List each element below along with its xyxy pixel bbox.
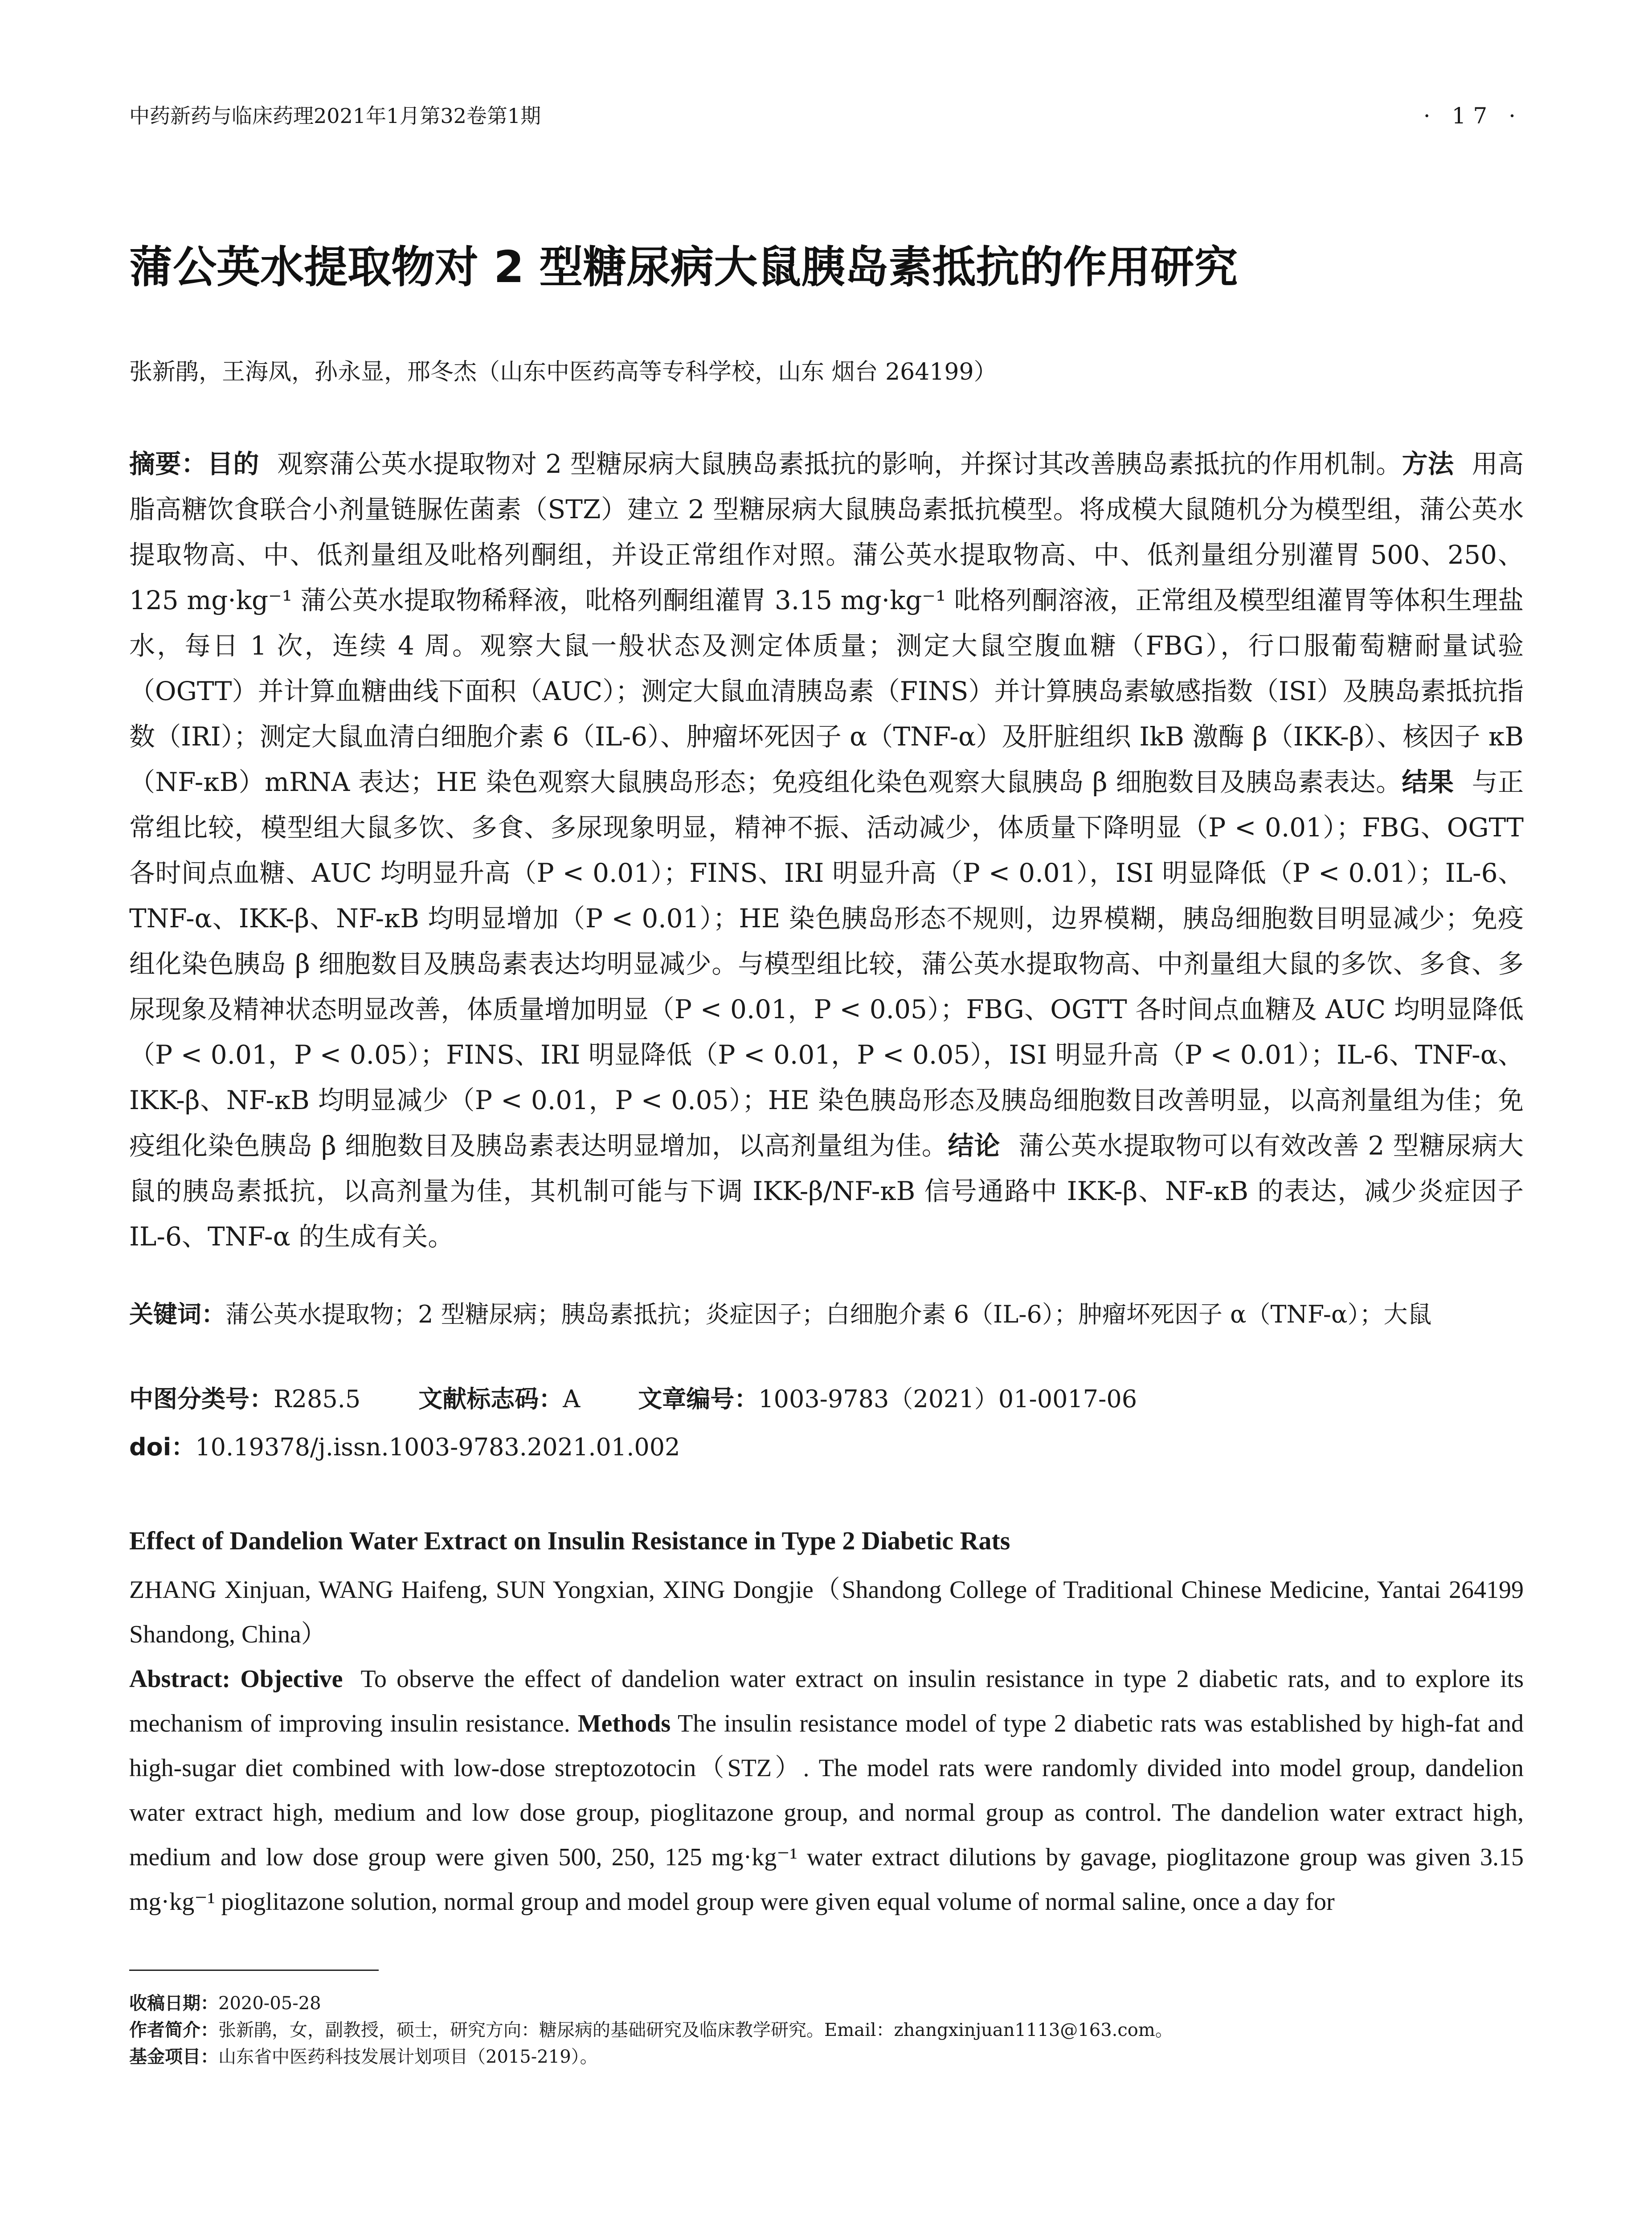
document-code: 文献标志码：A: [418, 1385, 581, 1413]
objective-text: 观察蒲公英水提取物对 2 型糖尿病大鼠胰岛素抵抗的影响，并探讨其改善胰岛素抵抗的作用机制。: [277, 449, 1402, 479]
en-objective-text: To observe the effect of dandelion water extract on insulin resistance in type 2 diabetic rats, and to explore its mechanism of improving insulin resistance.: [129, 1665, 1524, 1737]
footnote-rule: [129, 1970, 379, 1971]
en-abstract-label: Abstract:: [129, 1665, 241, 1693]
keywords-text: 蒲公英水提取物；2 型糖尿病；胰岛素抵抗；炎症因子；白细胞介素 6（IL-6）；肿瘤坏死因子 α（TNF-α）；大鼠: [225, 1300, 1432, 1328]
results-label: 结果: [1402, 767, 1454, 797]
article-number: 文章编号：1003-9783（2021）01-0017-06: [638, 1385, 1137, 1413]
en-methods-label: Methods: [577, 1710, 671, 1737]
methods-label: 方法: [1402, 449, 1454, 479]
methods-text: 用高脂高糖饮食联合小剂量链脲佐菌素（STZ）建立 2 型糖尿病大鼠胰岛素抵抗模型。将成模大鼠随机分为模型组，蒲公英水提取物高、中、低剂量组及吡格列酮组，并设正常组作对照。蒲公英水提取物高、中、低剂量组分别灌胃 500、250、125 mg·kg⁻¹ 蒲公英水提取物稀释液，吡格列酮组灌胃 3.15 mg·kg⁻¹ 吡格列酮溶液，正常组及模型组灌胃等体积生理盐水，每日 1 次，连续 4 周。观察大鼠一般状态及测定体质量；测定大鼠空腹血糖（FBG），行口服葡萄糖耐量试验（OGTT）并计算血糖曲线下面积（AUC）；测定大鼠血清胰岛素（FINS）并计算胰岛素敏感指数（ISI）及胰岛素抵抗指数（IRI）；测定大鼠血清白细胞介素 6（IL-6）、肿瘤坏死因子 α（TNF-α）及肝脏组织 IkB 激酶 β（IKK-β）、核因子 κB（NF-κB）mRNA 表达；HE 染色观察大鼠胰岛形态；免疫组化染色观察大鼠胰岛 β 细胞数目及胰岛素表达。: [129, 449, 1524, 797]
author-bio: 作者简介：张新鹃，女，副教授，硕士，研究方向：糖尿病的基础研究及临床教学研究。Email：zhangxinjuan1113@163.com。: [129, 2020, 1173, 2040]
funding: 基金项目：山东省中医药科技发展计划项目（2015-219）。: [129, 2047, 598, 2067]
article-title: 蒲公英水提取物对 2 型糖尿病大鼠胰岛素抵抗的作用研究: [129, 242, 1238, 293]
page-number: · 17 ·: [1423, 103, 1523, 129]
doi-label: doi：: [129, 1433, 196, 1461]
received-date: 收稿日期：2020-05-28: [129, 1993, 321, 2014]
running-header: [129, 102, 1523, 129]
english-authors: ZHANG Xinjuan, WANG Haifeng, SUN Yongxian, XING Dongjie（Shandong College of Traditional Chinese Medicine, Yantai 264199 Shandong, China）: [129, 1576, 1524, 1648]
clc-number: 中图分类号：R285.5: [129, 1385, 361, 1413]
doi: [129, 1429, 1524, 1465]
keywords-label: 关键词：: [129, 1300, 225, 1328]
journal-issue: 中药新药与临床药理2021年1月第32卷第1期: [129, 104, 541, 128]
keywords: [129, 1292, 1524, 1337]
conclusion-label: 结论: [948, 1130, 1001, 1161]
en-methods-text: The insulin resistance model of type 2 diabetic rats was established by high-fat and high-sugar diet combined with low-dose streptozotocin（STZ）. The model rats were randomly divided into model group, dandelion water extract high, medium and low dose group, pioglitazone group, and normal group as control. The dandelion water extract high, medium and low dose group were given 500, 250, 125 mg·kg⁻¹ water extract dilutions by gavage, pioglitazone group was given 3.15 mg·kg⁻¹ pioglitazone solution, normal group and model group were given equal volume of normal saline, once a day for: [129, 1710, 1524, 1916]
abstract-label: 摘要：: [129, 449, 208, 479]
conclusion-text: 蒲公英水提取物可以有效改善 2 型糖尿病大鼠的胰岛素抵抗，以高剂量为佳，其机制可能与下调 IKK-β/NF-κB 信号通路中 IKK-β、NF-κB 的表达，减少炎症因子 IL-6、TNF-α 的生成有关。: [129, 1130, 1524, 1252]
en-objective-label: Objective: [240, 1665, 343, 1693]
objective-label: 目的: [207, 449, 259, 479]
english-title: Effect of Dandelion Water Extract on Insulin Resistance in Type 2 Diabetic Rats: [129, 1526, 1010, 1555]
english-abstract: [129, 1657, 1524, 1924]
classification-row: [129, 1381, 1524, 1417]
doi-value: 10.19378/j.issn.1003-9783.2021.01.002: [195, 1433, 680, 1461]
results-text: 与正常组比较，模型组大鼠多饮、多食、多尿现象明显，精神不振、活动减少，体质量下降明显（P < 0.01）；FBG、OGTT 各时间点血糖、AUC 均明显升高（P < 0.01）；FINS、IRI 明显升高（P < 0.01），ISI 明显降低（P < 0.01）；IL-6、TNF-α、IKK-β、NF-κB 均明显增加（P < 0.01）；HE 染色胰岛形态不规则，边界模糊，胰岛细胞数目明显减少；免疫组化染色胰岛 β 细胞数目及胰岛素表达均明显减少。与模型组比较，蒲公英水提取物高、中剂量组大鼠的多饮、多食、多尿现象及精神状态明显改善，体质量增加明显（P < 0.01，P < 0.05）；FBG、OGTT 各时间点血糖及 AUC 均明显降低（P < 0.01，P < 0.05）；FINS、IRI 明显降低（P < 0.01，P < 0.05），ISI 明显升高（P < 0.01）；IL-6、TNF-α、IKK-β、NF-κB 均明显减少（P < 0.01，P < 0.05）；HE 染色胰岛形态及胰岛细胞数目改善明显，以高剂量组为佳；免疫组化染色胰岛 β 细胞数目及胰岛素表达明显增加，以高剂量组为佳。: [129, 767, 1524, 1161]
author-affiliation: 张新鹃，王海凤，孙永显，邢冬杰（山东中医药高等专科学校，山东 烟台 264199）: [129, 359, 997, 385]
chinese-abstract: [129, 441, 1524, 1259]
